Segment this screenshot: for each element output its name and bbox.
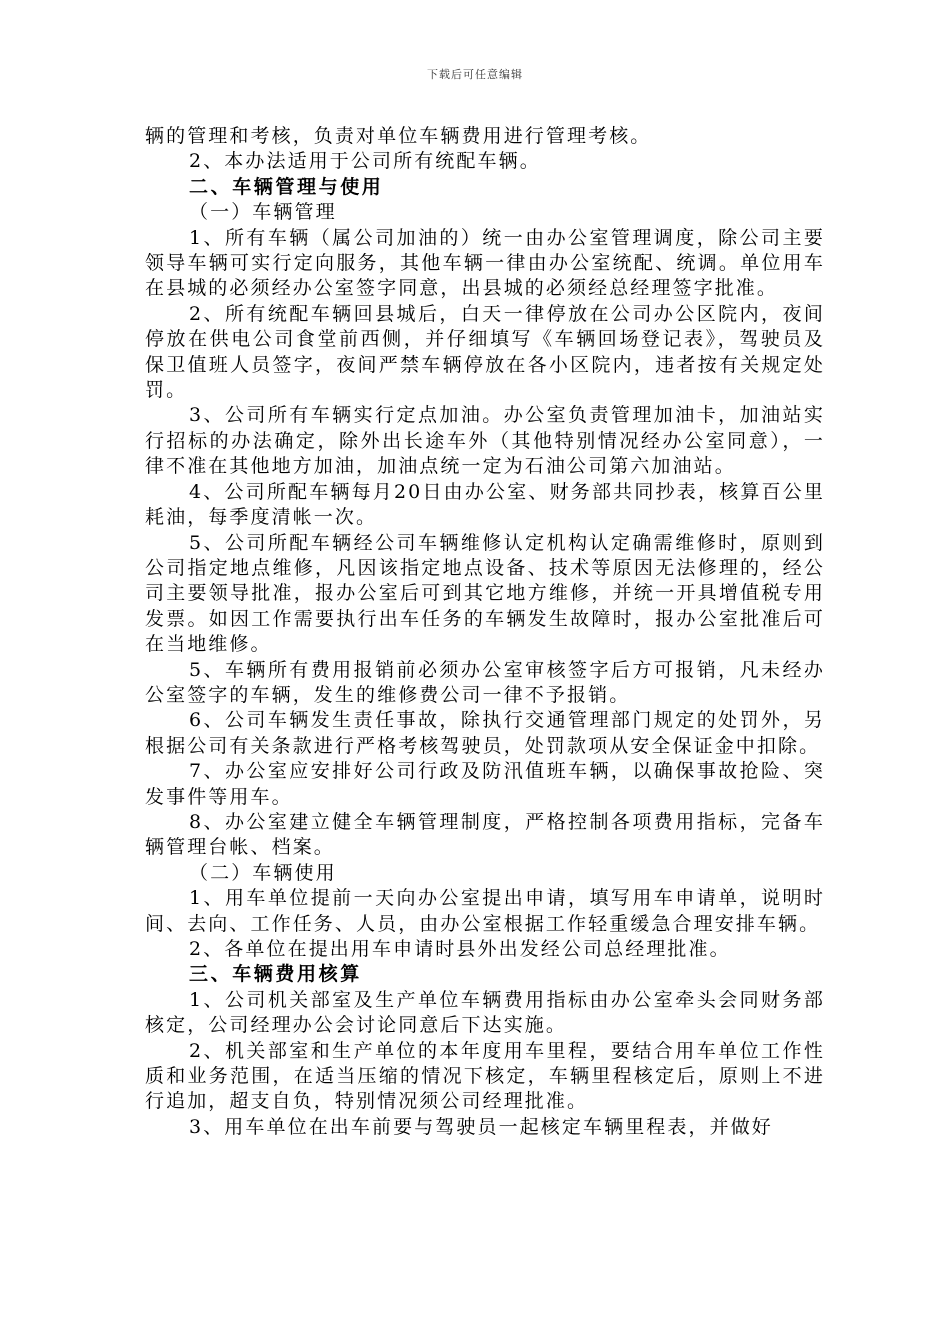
paragraph: 1、所有车辆（属公司加油的）统一由办公室管理调度，除公司主要领导车辆可实行定向服务，其他车辆一律由办公室统配、统调。单位用车在县城的必须经办公室签字同意，出县城的必须经总经理签字批准。 bbox=[145, 226, 825, 300]
paragraph: 2、本办法适用于公司所有统配车辆。 bbox=[189, 150, 541, 173]
paragraph: 2、机关部室和生产单位的本年度用车里程，要结合用车单位工作性质和业务范围，在适当压缩的情况下核定，车辆里程核定后，原则上不进行追加，超支自负，特别情况须公司经理批准。 bbox=[145, 1039, 825, 1113]
page-header: 下载后可任意编辑 bbox=[427, 68, 523, 81]
paragraph: 7、办公室应安排好公司行政及防汛值班车辆，以确保事故抢险、突发事件等用车。 bbox=[145, 760, 825, 808]
paragraph: 2、各单位在提出用车申请时县外出发经公司总经理批准。 bbox=[189, 938, 731, 960]
paragraph-continuation: 辆的管理和考核，负责对单位车辆费用进行管理考核。 bbox=[145, 125, 652, 147]
paragraph: 3、用车单位在出车前要与驾驶员一起核定车辆里程表，并做好 bbox=[189, 1115, 773, 1138]
paragraph: 2、所有统配车辆回县城后，白天一律停放在公司办公区院内，夜间停放在供电公司食堂前西侧，并仔细填写《车辆回场登记表》，驾驶员及保卫值班人员签字，夜间严禁车辆停放在各小区院内，违者按有关规定处罚。 bbox=[145, 302, 825, 402]
subsection-heading: （一）车辆管理 bbox=[189, 201, 337, 224]
section-heading: 三、车辆费用核算 bbox=[189, 963, 362, 986]
paragraph: 6、公司车辆发生责任事故，除执行交通管理部门规定的处罚外，另根据公司有关条款进行严格考核驾驶员，处罚款项从安全保证金中扣除。 bbox=[145, 709, 825, 757]
document-body bbox=[145, 124, 825, 1140]
paragraph: 5、车辆所有费用报销前必须办公室审核签字后方可报销，凡未经办公室签字的车辆，发生的维修费公司一律不予报销。 bbox=[145, 658, 825, 706]
section-heading: 二、车辆管理与使用 bbox=[189, 175, 384, 198]
paragraph: 4、公司所配车辆每月20日由办公室、财务部共同抄表，核算百公里耗油，每季度清帐一次。 bbox=[145, 480, 825, 529]
paragraph: 1、公司机关部室及生产单位车辆费用指标由办公室牵头会同财务部核定，公司经理办公会讨论同意后下达实施。 bbox=[145, 988, 825, 1037]
paragraph: 3、公司所有车辆实行定点加油。办公室负责管理加油卡，加油站实行招标的办法确定，除外出长途车外（其他特别情况经办公室同意），一律不准在其他地方加油，加油点统一定为石油公司第六加油站。 bbox=[145, 404, 825, 478]
subsection-heading: （二）车辆使用 bbox=[189, 861, 337, 884]
paragraph: 1、用车单位提前一天向办公室提出申请，填写用车申请单，说明时间、去向、工作任务、人员，由办公室根据工作轻重缓急合理安排车辆。 bbox=[145, 887, 825, 935]
paragraph: 5、公司所配车辆经公司车辆维修认定机构认定确需维修时，原则到公司指定地点维修，凡因该指定地点设备、技术等原因无法修理的，经公司主要领导批准，报办公室后可到其它地方维修，并统一开具增值税专用发票。如因工作需要执行出车任务的车辆发生故障时，报办公室批准后可在当地维修。 bbox=[145, 531, 825, 656]
paragraph: 8、办公室建立健全车辆管理制度，严格控制各项费用指标，完备车辆管理台帐、档案。 bbox=[145, 810, 825, 859]
